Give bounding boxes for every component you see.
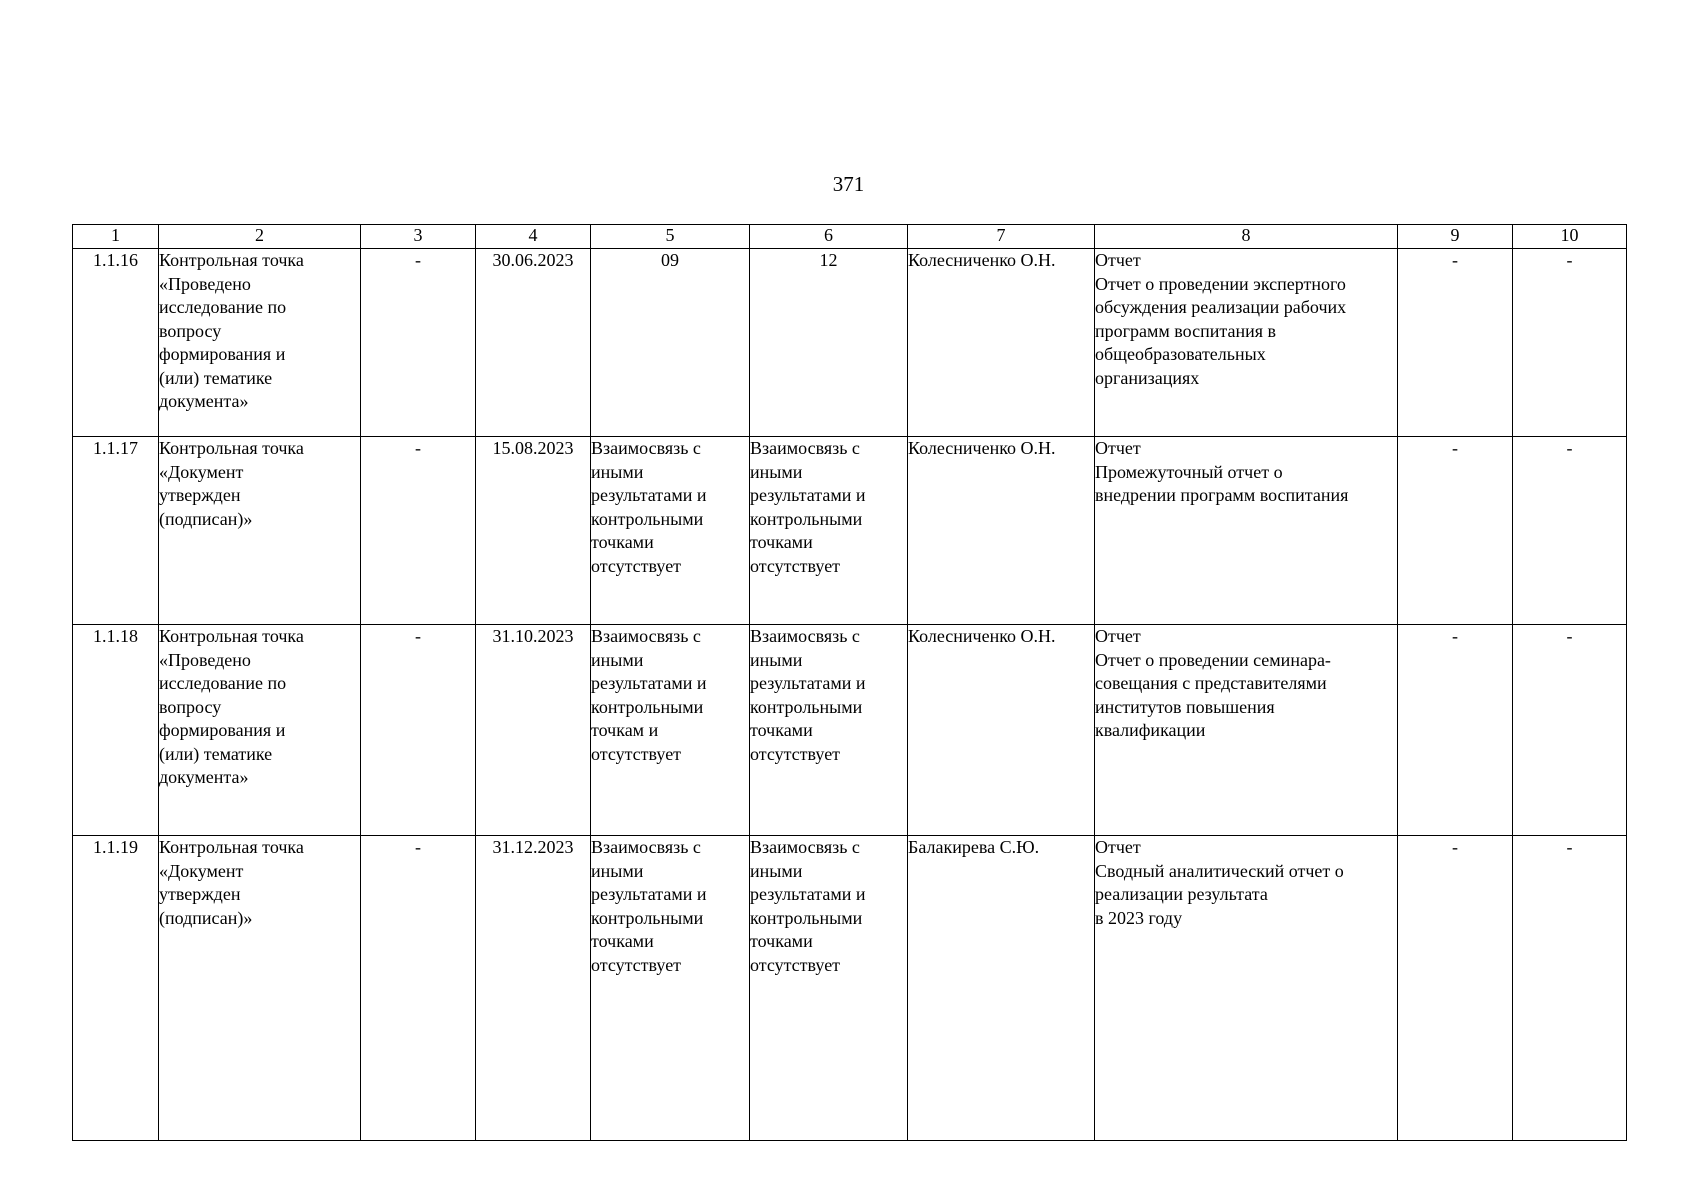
date-cell [476, 625, 591, 836]
responsible-cell [908, 249, 1095, 437]
column-9-cell [1398, 625, 1513, 836]
column-header-6: 6 [750, 225, 908, 249]
control-points-table [72, 224, 1627, 1141]
column-5-cell [591, 836, 750, 1141]
date-value: 15.08.2023 [492, 438, 574, 458]
result-description: Отчет Промежуточный отчет о внедрении программ воспитания [1095, 438, 1349, 505]
result-cell [1095, 249, 1398, 437]
column-header-10: 10 [1513, 225, 1627, 249]
column-header-8: 8 [1095, 225, 1398, 249]
result-cell [1095, 836, 1398, 1141]
control-point-name-cell [159, 625, 361, 836]
column-10-cell [1513, 249, 1627, 437]
table-row [73, 249, 1627, 437]
date-value: 30.06.2023 [492, 250, 574, 270]
column-9-cell [1398, 836, 1513, 1141]
column-6-value: Взаимосвязь с иными результатами и контрольными точками отсутствует [750, 837, 866, 975]
column-3-value: - [415, 837, 421, 857]
control-point-name: Контрольная точка «Документ утвержден (подписан)» [159, 438, 304, 529]
control-point-name: Контрольная точка «Документ утвержден (подписан)» [159, 837, 304, 928]
column-header-5: 5 [591, 225, 750, 249]
column-10-cell [1513, 625, 1627, 836]
table-row [73, 437, 1627, 625]
date-value: 31.10.2023 [492, 626, 574, 646]
row-number: 1.1.18 [93, 626, 138, 646]
column-3-value: - [415, 250, 421, 270]
control-point-name: Контрольная точка «Проведено исследование по вопросу формирования и (или) тематике документа» [159, 626, 304, 787]
column-5-value: Взаимосвязь с иными результатами и контрольными точками отсутствует [591, 837, 707, 975]
result-description: Отчет Отчет о проведении семинара- совещания с представителями институтов повышения квалификации [1095, 626, 1331, 740]
column-9-value: - [1452, 837, 1458, 857]
table-row [73, 836, 1627, 1141]
responsible-person: Балакирева С.Ю. [908, 837, 1040, 857]
column-3-cell [361, 249, 476, 437]
column-5-value: Взаимосвязь с иными результатами и контрольными точками отсутствует [591, 438, 707, 576]
column-10-cell [1513, 836, 1627, 1141]
column-header-4: 4 [476, 225, 591, 249]
row-number-cell [73, 836, 159, 1141]
date-cell [476, 437, 591, 625]
column-5-cell [591, 625, 750, 836]
column-5-value: 09 [661, 250, 679, 270]
responsible-cell [908, 437, 1095, 625]
column-6-value: 12 [819, 250, 838, 270]
column-6-value: Взаимосвязь с иными результатами и контрольными точками отсутствует [750, 626, 866, 764]
table-row [73, 625, 1627, 836]
page-number: 371 [832, 172, 865, 196]
column-6-cell [750, 437, 908, 625]
row-number: 1.1.19 [93, 837, 138, 857]
date-cell [476, 836, 591, 1141]
column-9-value: - [1452, 626, 1458, 646]
column-3-cell [361, 625, 476, 836]
responsible-person: Колесниченко О.Н. [908, 438, 1056, 458]
column-header-9: 9 [1398, 225, 1513, 249]
result-description: Отчет Сводный аналитический отчет о реализации результата в 2023 году [1095, 837, 1344, 928]
column-10-value: - [1566, 626, 1573, 646]
responsible-person: Колесниченко О.Н. [908, 626, 1056, 646]
column-header-3: 3 [361, 225, 476, 249]
control-point-name-cell [159, 836, 361, 1141]
column-10-value: - [1566, 250, 1573, 270]
column-9-value: - [1452, 250, 1458, 270]
responsible-person: Колесниченко О.Н. [908, 250, 1056, 270]
row-number-cell [73, 625, 159, 836]
control-point-name-cell [159, 249, 361, 437]
column-header-2: 2 [159, 225, 361, 249]
column-9-cell [1398, 437, 1513, 625]
column-10-value: - [1566, 837, 1573, 857]
column-6-cell [750, 625, 908, 836]
column-header-1: 1 [73, 225, 159, 249]
column-9-value: - [1452, 438, 1458, 458]
control-point-name-cell [159, 437, 361, 625]
row-number: 1.1.16 [93, 250, 138, 270]
row-number-cell [73, 249, 159, 437]
column-9-cell [1398, 249, 1513, 437]
column-6-cell [750, 836, 908, 1141]
column-3-cell [361, 836, 476, 1141]
result-cell [1095, 437, 1398, 625]
table-header-row [73, 225, 1627, 249]
result-description: Отчет Отчет о проведении экспертного обсуждения реализации рабочих программ воспитания в общеобразовательных организациях [1095, 250, 1347, 388]
responsible-cell [908, 836, 1095, 1141]
result-cell [1095, 625, 1398, 836]
column-5-value: Взаимосвязь с иными результатами и контрольными точкам и отсутствует [591, 626, 707, 764]
column-5-cell [591, 437, 750, 625]
row-number-cell [73, 437, 159, 625]
column-10-cell [1513, 437, 1627, 625]
column-5-cell [591, 249, 750, 437]
column-3-value: - [415, 626, 421, 646]
date-cell [476, 249, 591, 437]
column-10-value: - [1566, 438, 1573, 458]
row-number: 1.1.17 [93, 438, 138, 458]
column-3-cell [361, 437, 476, 625]
column-6-cell [750, 249, 908, 437]
column-6-value: Взаимосвязь с иными результатами и контрольными точками отсутствует [750, 438, 866, 576]
date-value: 31.12.2023 [492, 837, 574, 857]
column-header-7: 7 [908, 225, 1095, 249]
column-3-value: - [415, 438, 421, 458]
control-point-name: Контрольная точка «Проведено исследование по вопросу формирования и (или) тематике документа» [159, 250, 304, 411]
responsible-cell [908, 625, 1095, 836]
